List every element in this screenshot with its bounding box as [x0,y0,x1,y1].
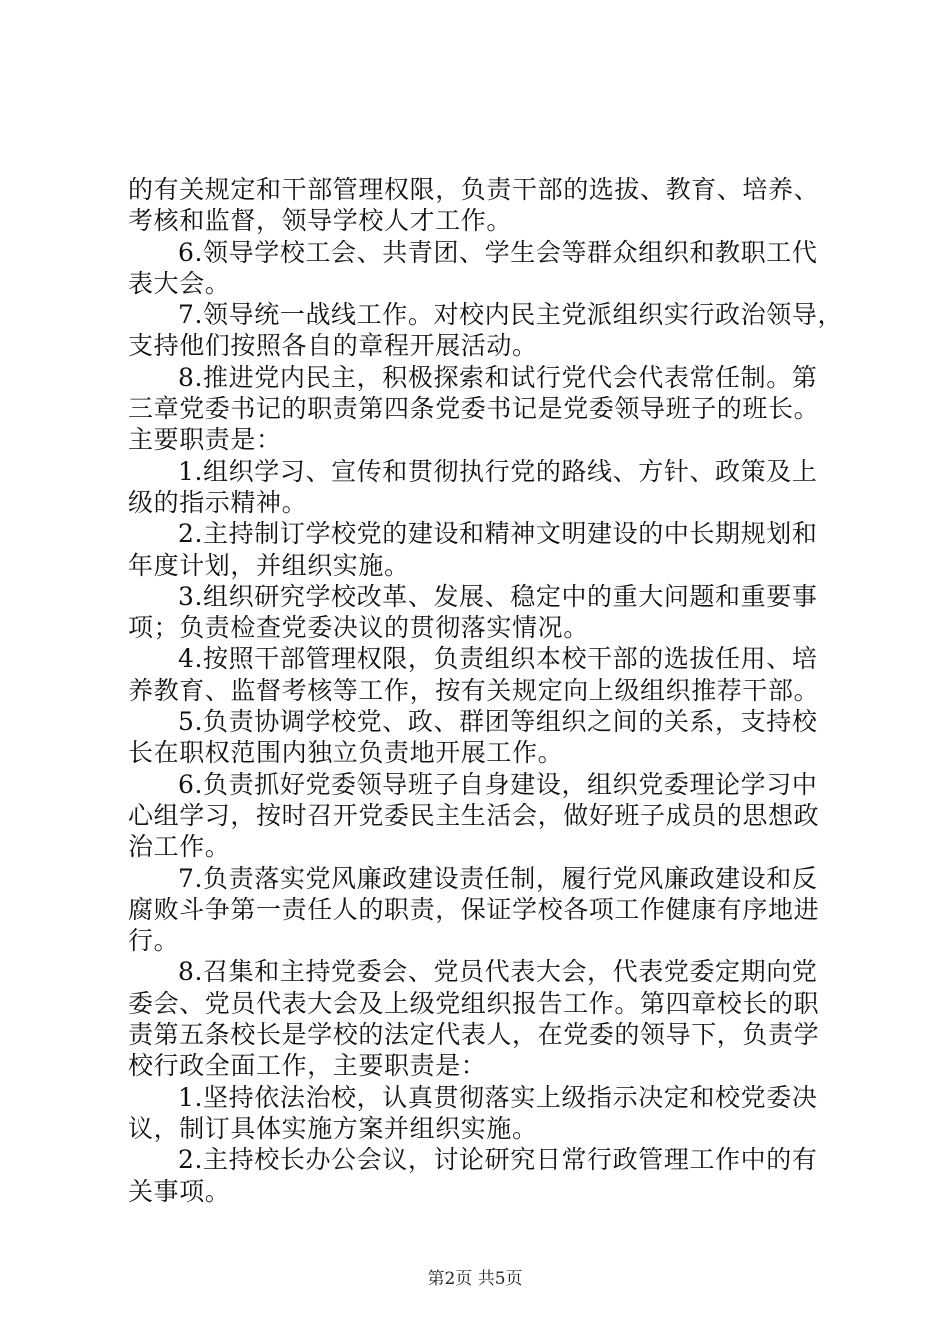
text-line: 三章党委书记的职责第四条党委书记是党委领导班子的班长。 [128,394,820,424]
text-line: 长在职权范围内独立负责地开展工作。 [128,738,564,768]
text-line: 关事项。 [128,1176,231,1206]
document-body [128,174,844,1207]
text-line: 考核和监督，领导学校人才工作。 [128,206,513,236]
text-line: 责第五条校长是学校的法定代表人，在党委的领导下，负责学 [128,1020,820,1050]
text-line: 8.召集和主持党委会、党员代表大会，代表党委定期向党 [178,957,818,987]
text-line: 4.按照干部管理权限，负责组织本校干部的选拔任用、培 [178,644,818,674]
text-line: 2.主持校长办公会议，讨论研究日常行政管理工作中的有 [178,1145,818,1175]
text-line: 表大会。 [128,268,231,298]
text-line: 的有关规定和干部管理权限，负责干部的选拔、教育、培养、 [128,175,820,204]
text-line: 行。 [128,926,180,956]
text-line: 6.负责抓好党委领导班子自身建设，组织党委理论学习中 [178,769,818,799]
text-line: 治工作。 [128,832,231,862]
page-footer: 第2页 共5页 [427,1269,523,1289]
text-line: 1.组织学习、宣传和贯彻执行党的路线、方针、政策及上 [178,456,818,486]
text-line: 5.负责协调学校党、政、群团等组织之间的关系，支持校 [178,707,818,737]
text-line: 7.领导统一战线工作。对校内民主党派组织实行政治领导， [178,300,844,330]
text-line: 校行政全面工作，主要职责是： [128,1051,487,1081]
text-line: 1.坚持依法治校，认真贯彻落实上级指示决定和校党委决 [178,1082,818,1112]
text-line: 支持他们按照各自的章程开展活动。 [128,331,538,361]
text-line: 心组学习，按时召开党委民主生活会，做好班子成员的思想政 [128,800,820,830]
text-line: 委会、党员代表大会及上级党组织报告工作。第四章校长的职 [128,988,820,1018]
text-line: 6.领导学校工会、共青团、学生会等群众组织和教职工代 [178,237,818,267]
text-line: 8.推进党内民主，积极探索和试行党代会代表常任制。第 [178,362,818,392]
text-line: 2.主持制订学校党的建设和精神文明建设的中长期规划和 [178,519,818,549]
text-line: 年度计划，并组织实施。 [128,550,410,580]
text-line: 项；负责检查党委决议的贯彻落实情况。 [128,613,589,643]
text-line: 级的指示精神。 [128,487,308,517]
text-line: 养教育、监督考核等工作，按有关规定向上级组织推荐干部。 [128,675,820,705]
text-line: 3.组织研究学校改革、发展、稳定中的重大问题和重要事 [178,581,818,611]
text-line: 腐败斗争第一责任人的职责，保证学校各项工作健康有序地进 [128,894,820,924]
text-line: 议，制订具体实施方案并组织实施。 [128,1113,538,1143]
text-line: 主要职责是： [128,425,282,455]
text-line: 7.负责落实党风廉政建设责任制，履行党风廉政建设和反 [178,863,818,893]
